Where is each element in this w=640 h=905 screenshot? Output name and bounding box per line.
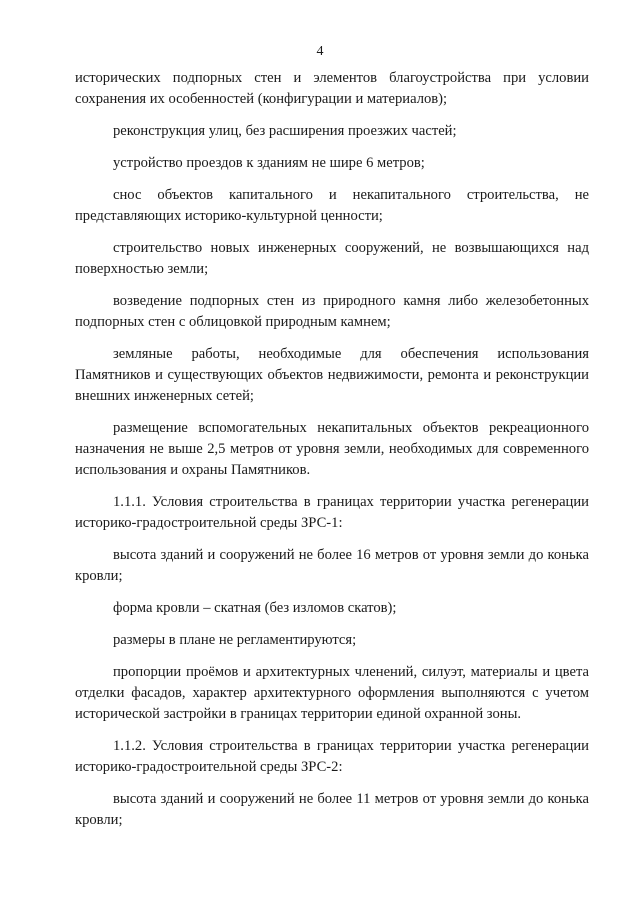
paragraph-zrs-1-roof-form: форма кровли – скатная (без изломов скатов); bbox=[113, 600, 397, 616]
document-body bbox=[75, 68, 589, 842]
paragraph-zrs-1-height: высота зданий и сооружений не более 16 метров от уровня земли до конька кровли; bbox=[75, 547, 589, 584]
paragraph-zrs-1-plan-size: размеры в плане не регламентируются; bbox=[113, 632, 357, 648]
paragraph-earthworks: земляные работы, необходимые для обеспечения использования Памятников и существующих объектов недвижимости, ремонта и реконструкции внешних инженерных сетей; bbox=[75, 346, 589, 404]
paragraph-street-reconstruction: реконструкция улиц, без расширения проезжих частей; bbox=[113, 123, 457, 139]
paragraph-recreational-objects: размещение вспомогательных некапитальных объектов рекреационного назначения не выше 2,5 метров от уровня земли, необходимых для современного использования и охраны Памятников. bbox=[75, 420, 589, 478]
page-number: 4 bbox=[316, 44, 324, 59]
paragraph-retaining-walls-continuation: исторических подпорных стен и элементов благоустройства при условии сохранения их особенностей (конфигурации и материалов); bbox=[75, 70, 589, 107]
section-heading-zrs-1: 1.1.1. Условия строительства в границах территории участка регенерации историко-градостроительной среды ЗРС-1: bbox=[75, 494, 589, 531]
paragraph-zrs-1-facade-proportions: пропорции проёмов и архитектурных членений, силуэт, материалы и цвета отделки фасадов, характер архитектурного оформления выполняются с учетом исторической застройки в границах территории единой охранной зоны. bbox=[75, 664, 589, 722]
section-heading-zrs-2: 1.1.2. Условия строительства в границах территории участка регенерации историко-градостроительной среды ЗРС-2: bbox=[75, 738, 589, 775]
paragraph-retaining-walls-construction: возведение подпорных стен из природного камня либо железобетонных подпорных стен с облицовкой природным камнем; bbox=[75, 293, 589, 330]
paragraph-engineering-structures: строительство новых инженерных сооружений, не возвышающихся над поверхностью земли; bbox=[75, 240, 589, 277]
paragraph-zrs-2-height: высота зданий и сооружений не более 11 метров от уровня земли до конька кровли; bbox=[75, 791, 589, 828]
paragraph-demolition: снос объектов капитального и некапитального строительства, не представляющих историко-культурной ценности; bbox=[75, 187, 589, 224]
paragraph-driveways: устройство проездов к зданиям не шире 6 метров; bbox=[113, 155, 425, 171]
